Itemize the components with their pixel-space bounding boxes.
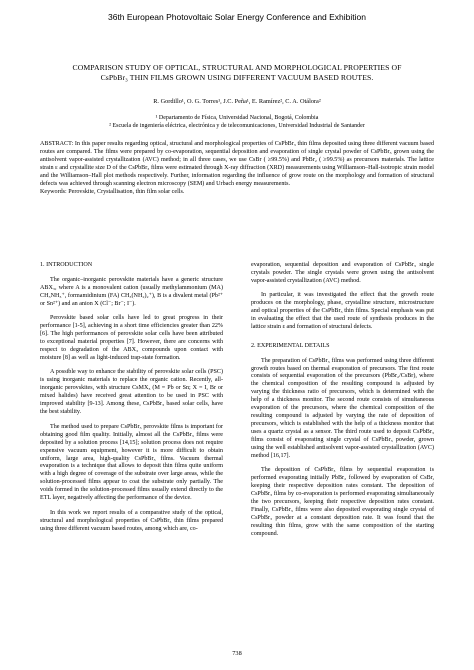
paragraph: evaporation, sequential deposition and evaporation of CsPbBr₃ single crystals powder. The single crystals were grown using the antisolvent vapor-assisted crystallization (AVC) method. xyxy=(251,262,434,284)
paragraph: In particular, it was investigated the effect that the growth route produces on the morphology, phase, crystalline structure, microstructure and optical properties of the CsPbBr₃ thin films. Special emphasis was put in evaluating the effect that the used route of synthesis produces in the lattice strain ε and formation of structural defects. xyxy=(251,292,434,331)
conference-header: 36th European Photovoltaic Solar Energy Conference and Exhibition xyxy=(107,12,366,22)
page-number: 738 xyxy=(232,650,242,657)
affiliation-1: ¹ Departamento de Física, Universidad Nacional, Bogotá, Colombia xyxy=(155,115,319,121)
affiliations xyxy=(30,114,444,131)
paragraph: The deposition of CsPbBr₃ films by sequential evaporation is performed evaporating initially PbBr₂ followed by evaporation of CsBr, keeping their respective deposition rates constant. The deposition of CsPbBr₃ films by co-evaporation is performed evaporating simultaneously the two precursors, keeping their respective deposition rates constant. Finally, CsPbBr₃ films were also deposited evaporating single crystal of CsPbBr₃ powder at a constant deposition rate. It was found that the resulting thin films, grow with the same composition of the starting compound. xyxy=(251,467,434,538)
paragraph: The method used to prepare CsPbBr₃ perovskite films is important for obtaining good film quality. Initially, almost all the CsPbBr₃ films were deposited by a solution process [14,15]; solution process does not require expensive vacuum equipment, however it is more difficult to obtain uniform, large area, high-quality CsPbBr₃ films. Vacuum thermal evaporation is a technique that allows to deposit thin films quite uniform with a high degree of coverage of the substrate over large areas, while the solution-processed films appear to coat the substrate only partially. The voids formed in the solution-processed films usually extend directly to the ETL layer, negatively affecting the performance of the device. xyxy=(40,423,223,502)
paper-title: COMPARISON STUDY OF OPTICAL, STRUCTURAL AND MORPHOLOGICAL PROPERTIES OF CsPbBr₃ THIN FILMS GROWN USING DIFFERENT VACUUM BASED ROUTES. xyxy=(72,63,402,82)
paragraph: The preparation of CsPbBr₃ films was performed using three different growth routes based on thermal evaporation of precursors. The first route consists of sequential evaporation of the precursors (PbBr₂/CsBr), where the chemical composition of the resulting compound is adjusted by varying the thickness ratio of precursors, which is determined with the help of a thickness monitor. The second route consists of simultaneous evaporation of the precursors, where the chemical composition of the resulting compound is adjusted by varying the rate of deposition of precursors, which is established with the help of a thickness monitor that uses a quartz crystal as a sensor. The third route used to deposit CsPbBr₃ films consist of evaporating single crystal of CsPbBr₃ powder, grown using the well established antisolvent vapor-assisted crystallization (AVC) method [16,17]. xyxy=(251,357,434,460)
abstract: ABSTRACT: In this paper results regarding optical, structural and morphological properties of CsPbBr₃ thin films deposited using three different vacuum based routes are compared. The films were prepared by co-evaporation, sequential deposition and evaporation of single crystal powder of CsPbBr₃ grown using the antisolvent vapor-assisted crystallization (AVC) method; in all three cases, we use CsBr ( ≥99.5%) and PbBr₂ ( ≥99.5%) as precursors materials. The lattice strain ε and crystallite size D of the CsPbBr₃ films were estimated through X-ray diffraction (XRD) measurements using Williamson–Hall-isotropic strain model and the Williamson–Hall plot methods respectively. Further, information regarding the influence of grow route on the morphology and formation of structural defects was achieved through scanning electron microscopy (SEM) and Urbach energy measurements. Keywords: Perovskite, Crystallisation, thin film solar cells. xyxy=(40,141,434,195)
affiliation-2: ² Escuela de ingeniería eléctrica, electrónica y de telecomunicaciones, Universidad Industrial de Santander xyxy=(109,123,365,130)
author-list: R. Gordillo¹, O. G. Torres¹, J.C. Peña¹, E. Ramírez², C. A. Otálora² xyxy=(153,98,321,105)
paragraph: In this work we report results of a comparative study of the optical, structural and morphological properties of CsPbBr₃ thin films prepared using three different vacuum based routes, among which are, co- xyxy=(40,509,223,532)
section-heading-experimental: 2. EXPERIMENTAL DETAILS xyxy=(251,342,330,349)
paragraph: The organic–inorganic perovskite materials have a generic structure ABX₃, where A is a monovalent cation (usually methylammonium (MA) CH₃NH₃⁺, formamidinium (FA) CH₃(NH₂)₂⁺), B is a divalent metal (Pb²⁺ or Sn²⁺) and an anion X (Cl⁻; Br⁻; I⁻). xyxy=(40,276,223,307)
section-heading-introduction: 1. INTRODUCTION xyxy=(40,262,93,268)
paragraph: A possible way to enhance the stability of perovskite solar cells (PSC) is using inorganic materials to replace the organic cation. Recently, all-inorganic perovskites, with structure CsMX₃ (M = Pb or Sn; X = I, Br or mixed halides) have received great attention to be used in PSC with improved stability [9-13]. Among these, CsPbBr₃ based solar cells, have the best stability. xyxy=(40,369,223,416)
right-column xyxy=(251,262,434,546)
left-column xyxy=(40,262,223,540)
paragraph: Perovskite based solar cells have led to great progress in their performance [1-5], achieving in a short time efficiencies greater than 22% [6]. The high performances of perovskite solar cells have been attributed to exceptional material properties [7]. However, there are concerns with respect to degradation of the ABX₃ compounds upon contact with moisture [8] as well as light-induced trap-state formation. xyxy=(40,315,223,362)
